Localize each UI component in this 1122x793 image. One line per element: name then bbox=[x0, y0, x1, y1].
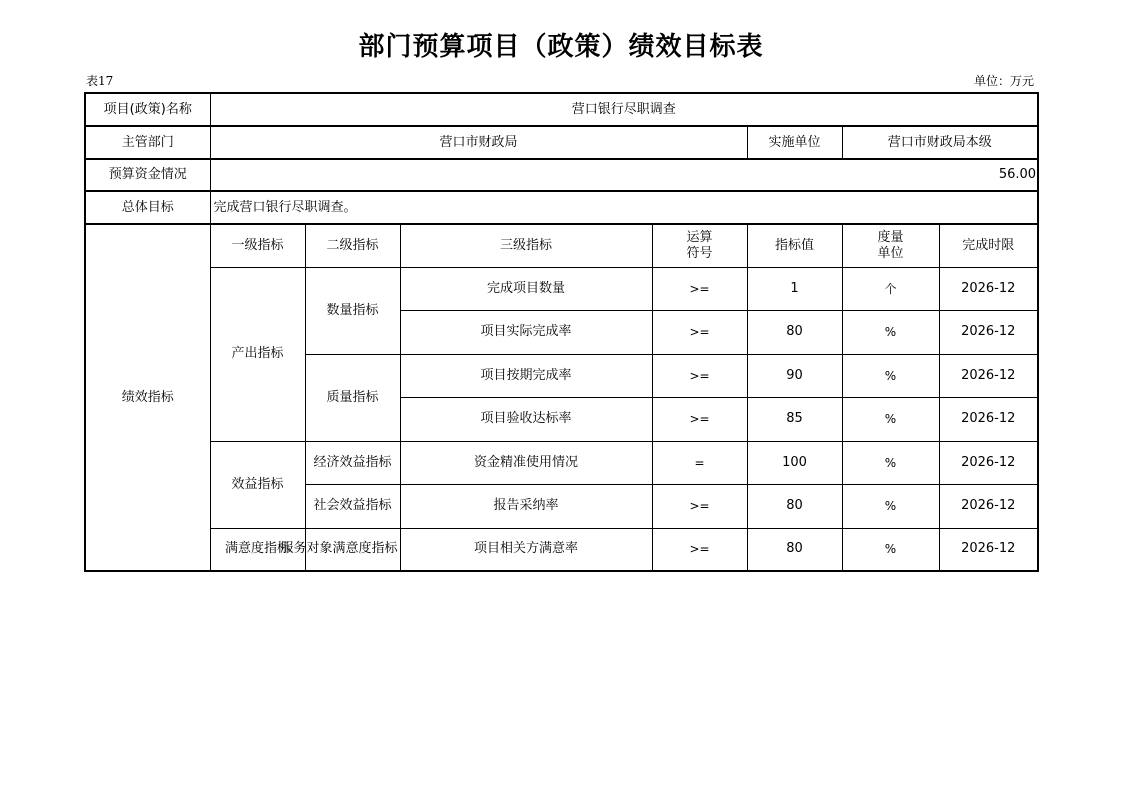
col-header-unit-line2: 单位 bbox=[877, 245, 904, 261]
perf-label: 绩效指标 bbox=[85, 224, 210, 571]
col-header-operator bbox=[652, 224, 747, 267]
group-quality: 质量指标 bbox=[305, 354, 400, 441]
group-quantity: 数量指标 bbox=[305, 267, 400, 354]
indicator-name: 项目按期完成率 bbox=[400, 354, 652, 397]
indicator-name: 完成项目数量 bbox=[400, 267, 652, 310]
indicator-operator: >= bbox=[652, 310, 747, 354]
indicator-name: 项目相关方满意率 bbox=[400, 528, 652, 571]
indicator-operator: >= bbox=[652, 267, 747, 310]
performance-goal-table bbox=[84, 92, 1039, 572]
project-name-value: 营口银行尽职调查 bbox=[210, 93, 1038, 126]
table-row bbox=[85, 528, 1038, 571]
unit-label: 单位：万元 bbox=[973, 74, 1034, 88]
col-header-unit bbox=[842, 224, 939, 267]
indicator-unit: % bbox=[842, 528, 939, 571]
indicator-operator: >= bbox=[652, 484, 747, 528]
indicator-name: 项目验收达标率 bbox=[400, 397, 652, 441]
col-header-lvl1: 一级指标 bbox=[210, 224, 305, 267]
indicator-operator: >= bbox=[652, 528, 747, 571]
group-economic: 经济效益指标 bbox=[305, 441, 400, 484]
col-header-value: 指标值 bbox=[747, 224, 842, 267]
indicator-deadline: 2026-12 bbox=[939, 441, 1038, 484]
overall-goal-label: 总体目标 bbox=[85, 191, 210, 224]
group-service: 服务对象满意度指标 bbox=[305, 528, 400, 571]
indicator-value: 90 bbox=[747, 354, 842, 397]
page-title: 部门预算项目（政策）绩效目标表 bbox=[358, 32, 764, 62]
indicator-value: 1 bbox=[747, 267, 842, 310]
col-header-lvl3: 三级指标 bbox=[400, 224, 652, 267]
indicator-unit: % bbox=[842, 484, 939, 528]
indicator-value: 85 bbox=[747, 397, 842, 441]
col-header-unit-line1: 度量 bbox=[877, 229, 904, 245]
indicator-name: 资金精准使用情况 bbox=[400, 441, 652, 484]
impl-unit-label: 实施单位 bbox=[747, 126, 842, 159]
group-benefit: 效益指标 bbox=[210, 441, 305, 528]
indicator-deadline: 2026-12 bbox=[939, 354, 1038, 397]
col-header-lvl2: 二级指标 bbox=[305, 224, 400, 267]
indicator-name: 项目实际完成率 bbox=[400, 310, 652, 354]
col-header-deadline: 完成时限 bbox=[939, 224, 1038, 267]
overall-goal-value: 完成营口银行尽职调查。 bbox=[210, 191, 1038, 224]
indicator-value: 80 bbox=[747, 310, 842, 354]
col-header-operator-line1: 运算 bbox=[686, 229, 713, 245]
group-satisfaction: 满意度指标 bbox=[210, 528, 305, 571]
group-social: 社会效益指标 bbox=[305, 484, 400, 528]
budget-label: 预算资金情况 bbox=[85, 159, 210, 191]
group-output: 产出指标 bbox=[210, 267, 305, 441]
indicator-unit: % bbox=[842, 397, 939, 441]
indicator-operator: = bbox=[652, 441, 747, 484]
indicator-unit: % bbox=[842, 441, 939, 484]
indicator-deadline: 2026-12 bbox=[939, 267, 1038, 310]
indicator-value: 100 bbox=[747, 441, 842, 484]
indicator-unit: % bbox=[842, 354, 939, 397]
indicator-operator: >= bbox=[652, 397, 747, 441]
indicator-deadline: 2026-12 bbox=[939, 310, 1038, 354]
indicator-deadline: 2026-12 bbox=[939, 397, 1038, 441]
indicator-deadline: 2026-12 bbox=[939, 528, 1038, 571]
indicator-unit: 个 bbox=[842, 267, 939, 310]
indicator-operator: >= bbox=[652, 354, 747, 397]
col-header-operator-line2: 符号 bbox=[686, 245, 713, 261]
dept-value: 营口市财政局 bbox=[210, 126, 747, 159]
project-name-label: 项目(政策)名称 bbox=[85, 93, 210, 126]
impl-unit-value: 营口市财政局本级 bbox=[842, 126, 1038, 159]
table-row bbox=[85, 441, 1038, 484]
indicator-value: 80 bbox=[747, 484, 842, 528]
table-row bbox=[85, 267, 1038, 310]
indicator-deadline: 2026-12 bbox=[939, 484, 1038, 528]
indicator-unit: % bbox=[842, 310, 939, 354]
dept-label: 主管部门 bbox=[85, 126, 210, 159]
indicator-value: 80 bbox=[747, 528, 842, 571]
table-number: 表17 bbox=[86, 74, 114, 88]
budget-value: 56.00 bbox=[210, 159, 1038, 191]
indicator-name: 报告采纳率 bbox=[400, 484, 652, 528]
